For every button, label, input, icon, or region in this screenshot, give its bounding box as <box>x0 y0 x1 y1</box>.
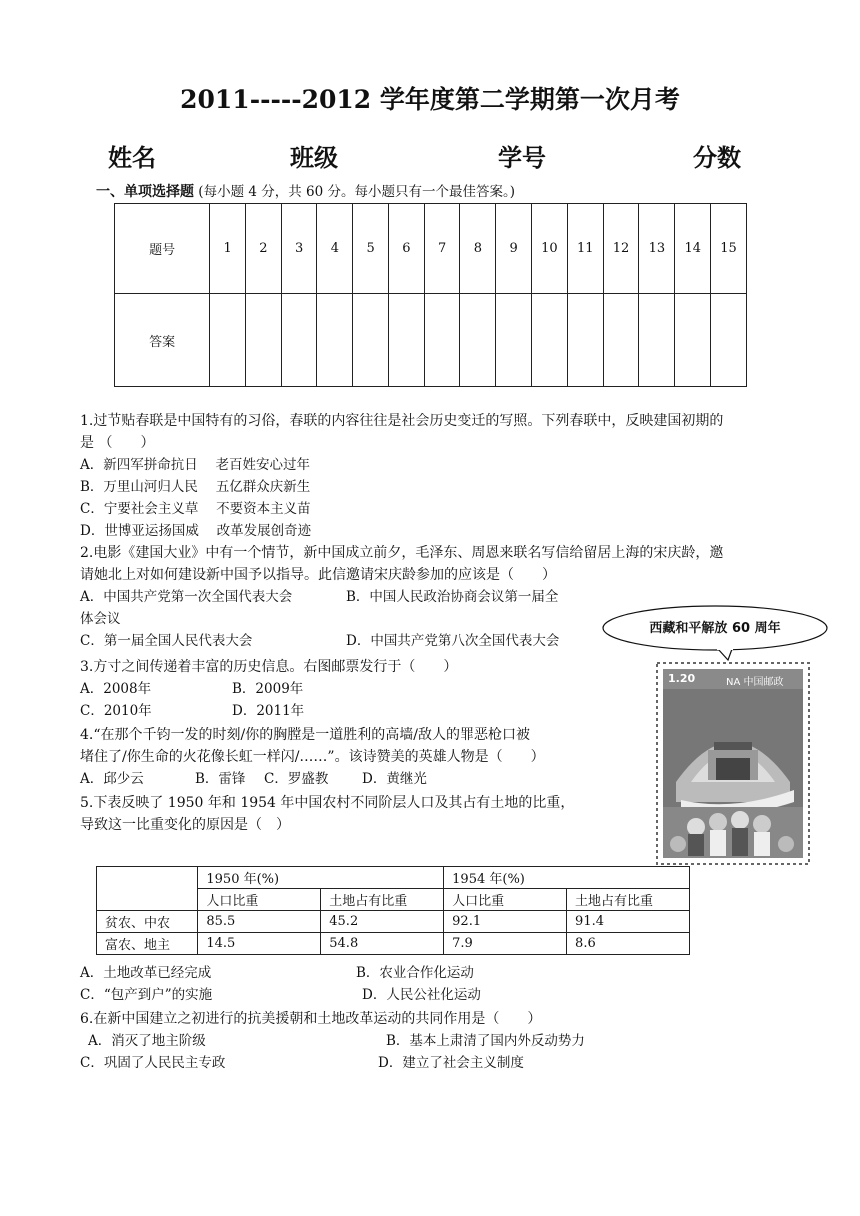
question-number-label: 题号 <box>115 204 210 294</box>
question-1 <box>80 410 785 542</box>
answer-cell[interactable] <box>603 294 639 387</box>
year-header: 1950 年(%) <box>198 867 444 889</box>
grid-number: 10 <box>531 204 567 294</box>
table-cell: 7.9 <box>444 933 567 955</box>
grid-number: 13 <box>639 204 675 294</box>
page-title: 2011-----2012 学年度第二学期第一次月考 <box>180 85 680 114</box>
row-label: 贫农、中农 <box>97 911 198 933</box>
grid-number: 9 <box>496 204 532 294</box>
option-a: A．中国共产党第一次全国代表大会 <box>80 589 293 605</box>
section-heading <box>96 180 515 201</box>
stamp-caption-bubble <box>600 603 830 653</box>
question-stem: 堵住了/你生命的火花像长虹一样闪/……”。该诗赞美的英雄人物是（ ） <box>80 749 545 765</box>
answer-cell[interactable] <box>567 294 603 387</box>
option-a: A．新四军拼命抗日 老百姓安心过年 <box>80 457 311 473</box>
year-header: 1954 年(%) <box>444 867 690 889</box>
stamp-country: NA 中国邮政 <box>726 677 784 688</box>
answer-cell[interactable] <box>496 294 532 387</box>
option-b: B．雷锋 <box>195 771 246 787</box>
table-row <box>97 933 690 955</box>
column-header: 土地占有比重 <box>321 889 444 911</box>
option-a: A．土地改革已经完成 <box>80 965 212 981</box>
question-6 <box>80 1008 785 1074</box>
answer-cell[interactable] <box>460 294 496 387</box>
option-row <box>80 1052 785 1074</box>
question-5-options <box>80 962 785 1006</box>
option-c: C．“包产到户”的实施 <box>80 987 213 1003</box>
option-c: C．罗盛教 <box>264 771 329 787</box>
option-d: D．中国共产党第八次全国代表大会 <box>346 633 560 649</box>
question-stem: 5.下表反映了 1950 年和 1954 年中国农村不同阶层人口及其占有土地的比重， <box>80 795 575 811</box>
option-row <box>80 962 785 984</box>
answer-cell[interactable] <box>711 294 747 387</box>
table-corner <box>97 867 198 911</box>
answer-cell[interactable] <box>317 294 353 387</box>
answer-cell[interactable] <box>353 294 389 387</box>
option-d: D．世博亚运扬国威 改革发展创奇迹 <box>80 523 312 539</box>
answer-cell[interactable] <box>675 294 711 387</box>
grid-number: 5 <box>353 204 389 294</box>
grid-number: 15 <box>711 204 747 294</box>
section-note: (每小题 4 分，共 60 分。每小题只有一个最佳答案。) <box>198 184 516 200</box>
question-stem: 2.电影《建国大业》中有一个情节，新中国成立前夕，毛泽东、周恩来联名写信给留居上海的宋庆龄，邀 <box>80 545 724 561</box>
answer-row <box>115 294 747 387</box>
question-stem: 3.方寸之间传递着丰富的历史信息。右图邮票发行于（ ） <box>80 659 458 675</box>
option-a: A．2008年 <box>80 681 152 697</box>
option-d: D．2011年 <box>232 703 305 719</box>
row-label: 富农、地主 <box>97 933 198 955</box>
answer-cell[interactable] <box>281 294 317 387</box>
option-b: B．万里山河归人民 五亿群众庆新生 <box>80 479 311 495</box>
answer-cell[interactable] <box>210 294 246 387</box>
question-stem: 1.过节贴春联是中国特有的习俗，春联的内容往往是社会历史变迁的写照。下列春联中，反映建国初期的 <box>80 413 724 429</box>
question-stem: 是 （ ） <box>80 435 155 451</box>
answer-cell[interactable] <box>639 294 675 387</box>
answer-cell[interactable] <box>388 294 424 387</box>
question-stem: 6.在新中国建立之初进行的抗美援朝和土地改革运动的共同作用是（ ） <box>80 1011 542 1027</box>
option-c: C．巩固了人民民主专政 <box>80 1055 226 1071</box>
answer-label: 答案 <box>115 294 210 387</box>
name-label: 姓名 <box>108 143 156 172</box>
table-row <box>97 867 690 889</box>
option-c: C．宁要社会主义草 不要资本主义苗 <box>80 501 311 517</box>
table-cell: 91.4 <box>567 911 690 933</box>
stamp-image <box>656 662 810 865</box>
option-row <box>80 1030 785 1052</box>
answer-cell[interactable] <box>245 294 281 387</box>
option-d: D．人民公社化运动 <box>362 987 481 1003</box>
answer-cell[interactable] <box>531 294 567 387</box>
grid-number: 12 <box>603 204 639 294</box>
option-d: D．建立了社会主义制度 <box>378 1055 524 1071</box>
table-cell: 14.5 <box>198 933 321 955</box>
grid-number: 4 <box>317 204 353 294</box>
answer-cell[interactable] <box>424 294 460 387</box>
grid-number: 1 <box>210 204 246 294</box>
option-b: B．基本上肃清了国内外反动势力 <box>386 1033 585 1049</box>
grid-number: 6 <box>388 204 424 294</box>
option-b: B．农业合作化运动 <box>356 965 474 981</box>
option-d: D．黄继光 <box>362 771 427 787</box>
grid-number: 3 <box>281 204 317 294</box>
student-number-label: 学号 <box>498 143 546 172</box>
question-number-row <box>115 204 747 294</box>
question-stem: 4.“在那个千钧一发的时刻/你的胸膛是一道胜利的高墙/敌人的罪恶枪口被 <box>80 727 530 743</box>
option-c: C．2010年 <box>80 703 152 719</box>
stamp-denomination: 1.20 <box>668 672 696 685</box>
table-cell: 8.6 <box>567 933 690 955</box>
grid-number: 7 <box>424 204 460 294</box>
land-ratio-table <box>96 866 690 955</box>
table-cell: 54.8 <box>321 933 444 955</box>
column-header: 土地占有比重 <box>567 889 690 911</box>
option-row <box>80 984 785 1006</box>
stamp-caption: 西藏和平解放 60 周年 <box>649 621 781 636</box>
question-stem: 导致这一比重变化的原因是（ ） <box>80 817 290 833</box>
grid-number: 14 <box>675 204 711 294</box>
option-a: A．消灭了地主阶级 <box>88 1033 206 1049</box>
option-c: C．第一届全国人民代表大会 <box>80 633 253 649</box>
score-label: 分数 <box>693 143 741 172</box>
section-title: 一、单项选择题 <box>96 184 194 200</box>
option-b: B．2009年 <box>232 681 304 697</box>
table-cell: 45.2 <box>321 911 444 933</box>
option-b: B．中国人民政治协商会议第一届全 <box>346 589 559 605</box>
table-cell: 85.5 <box>198 911 321 933</box>
option-b-continued: 体会议 <box>80 611 121 627</box>
option-a: A．邱少云 <box>80 771 144 787</box>
grid-number: 11 <box>567 204 603 294</box>
class-label: 班级 <box>290 143 338 172</box>
grid-number: 8 <box>460 204 496 294</box>
table-cell: 92.1 <box>444 911 567 933</box>
stamp-illustration <box>656 662 810 865</box>
table-row <box>97 911 690 933</box>
answer-grid <box>114 203 747 387</box>
grid-number: 2 <box>245 204 281 294</box>
question-stem: 请她北上对如何建设新中国予以指导。此信邀请宋庆龄参加的应该是（ ） <box>80 567 556 583</box>
column-header: 人口比重 <box>444 889 567 911</box>
column-header: 人口比重 <box>198 889 321 911</box>
